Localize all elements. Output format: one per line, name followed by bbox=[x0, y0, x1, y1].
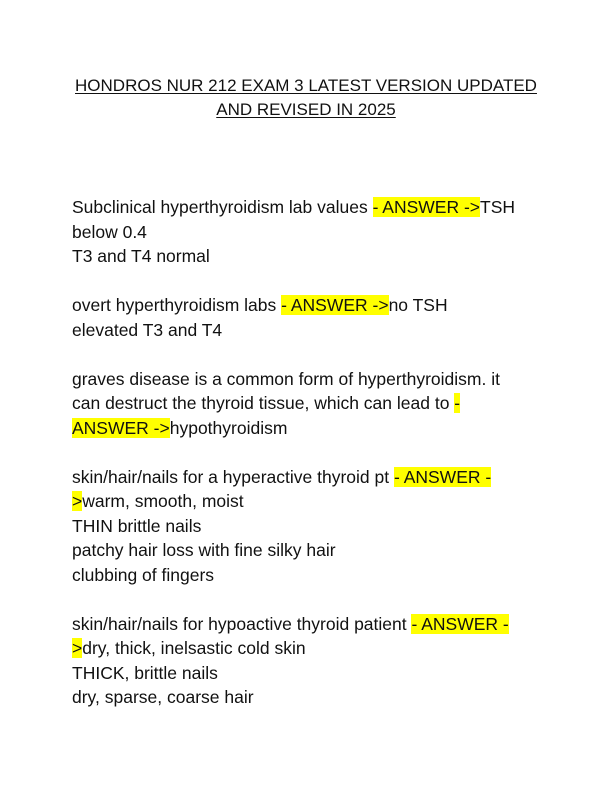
entry-line bbox=[72, 661, 552, 686]
entry-line bbox=[72, 367, 552, 392]
answer-text: patchy hair loss with fine silky hair bbox=[72, 540, 336, 560]
line-text: can destruct the thyroid tissue, which can lead to bbox=[72, 393, 455, 413]
entry-line bbox=[72, 195, 552, 220]
answer-text: warm, smooth, moist bbox=[82, 491, 244, 511]
title-line-2: AND REVISED IN 2025 bbox=[216, 100, 396, 119]
entry-line bbox=[72, 685, 552, 710]
answer-marker: ANSWER -> bbox=[72, 417, 170, 438]
line-text: skin/hair/nails for hypoactive thyroid patient bbox=[72, 613, 412, 634]
entry-line bbox=[72, 293, 552, 318]
entry-line bbox=[72, 489, 552, 514]
answer-text: T3 and T4 normal bbox=[72, 246, 210, 266]
answer-text: no TSH bbox=[388, 295, 448, 315]
entry-line bbox=[72, 514, 552, 539]
entry-line bbox=[72, 465, 552, 490]
answer-text: hypothyroidism bbox=[169, 417, 288, 438]
title-line-1: HONDROS NUR 212 EXAM 3 LATEST VERSION UPDATED bbox=[75, 76, 537, 95]
qa-entry-4 bbox=[72, 465, 552, 588]
answer-marker: - ANSWER -> bbox=[281, 295, 389, 315]
entry-line bbox=[72, 318, 552, 343]
qa-entry-3 bbox=[72, 367, 552, 441]
line-text: Subclinical hyperthyroidism lab values bbox=[72, 197, 373, 217]
entry-line bbox=[72, 612, 552, 637]
answer-marker: - ANSWER - bbox=[411, 613, 509, 634]
qa-entry-2 bbox=[72, 293, 552, 342]
answer-text: clubbing of fingers bbox=[72, 564, 215, 585]
answer-text: below 0.4 bbox=[72, 221, 147, 242]
line-text: overt hyperthyroidism labs bbox=[72, 295, 282, 315]
answer-marker: - ANSWER - bbox=[393, 466, 492, 487]
entry-line bbox=[72, 538, 552, 563]
answer-marker: - ANSWER -> bbox=[372, 197, 481, 217]
answer-marker: - bbox=[454, 393, 461, 413]
line-text: skin/hair/nails for a hyperactive thyroid pt bbox=[72, 466, 394, 487]
line-text: graves disease is a common form of hyperthyroidism. it bbox=[72, 368, 500, 389]
entry-line bbox=[72, 416, 552, 441]
entry-line bbox=[72, 391, 552, 416]
qa-entry-1 bbox=[72, 195, 552, 269]
answer-text: THIN brittle nails bbox=[72, 515, 202, 536]
entry-line bbox=[72, 563, 552, 588]
answer-marker: > bbox=[72, 638, 83, 658]
document-title bbox=[60, 74, 552, 122]
answer-text: TSH bbox=[480, 197, 516, 217]
entry-line bbox=[72, 244, 552, 269]
answer-text: THICK, brittle nails bbox=[72, 662, 218, 683]
qa-list bbox=[72, 195, 552, 734]
entry-line bbox=[72, 220, 552, 245]
answer-text: dry, thick, inelsastic cold skin bbox=[82, 638, 306, 658]
entry-line bbox=[72, 636, 552, 661]
answer-text: elevated T3 and T4 bbox=[72, 319, 223, 340]
answer-marker: > bbox=[72, 491, 83, 511]
answer-text: dry, sparse, coarse hair bbox=[72, 687, 254, 707]
qa-entry-5 bbox=[72, 612, 552, 710]
